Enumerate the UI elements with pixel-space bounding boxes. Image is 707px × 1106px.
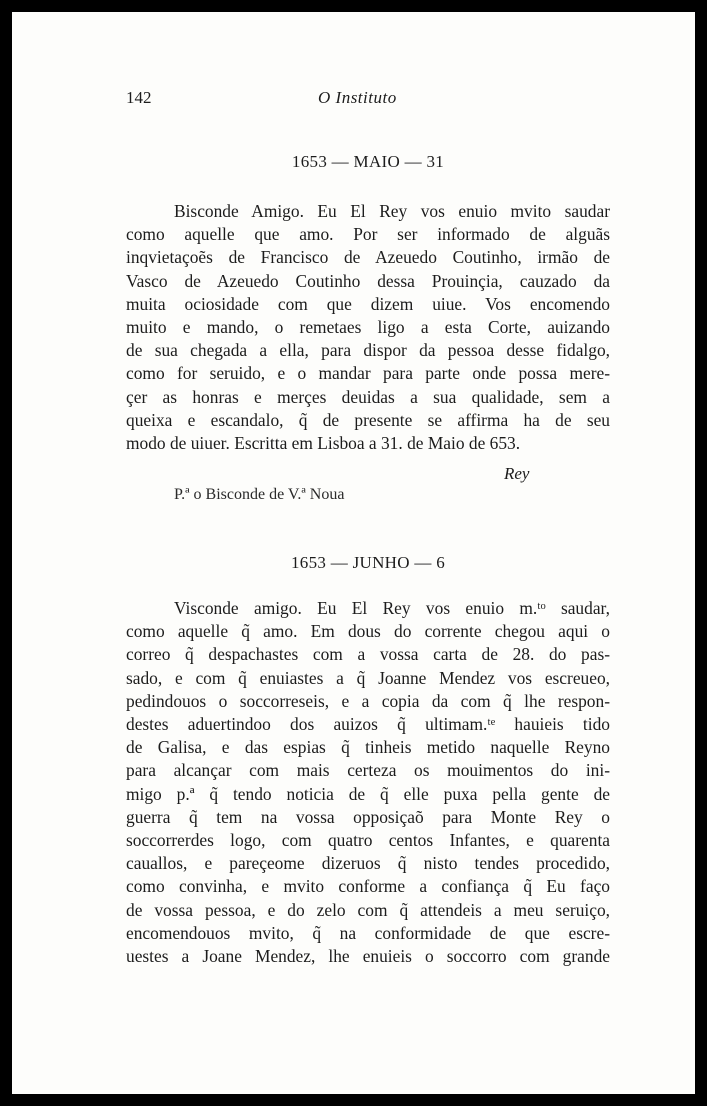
text-line: muito e mando, o remetaes ligo a esta Corte, auizando bbox=[126, 317, 610, 338]
letter-1-addressee: P.ª o Bisconde de V.ª Noua bbox=[174, 486, 345, 503]
text-line: destes aduertindoo dos auizos q̃ ultimam.ᵗᵉ hauieis tido bbox=[126, 714, 610, 735]
text-line: modo de uiuer. Escritta em Lisboa a 31. de Maio de 653. bbox=[126, 433, 521, 454]
text-line: guerra q̃ tem na vossa opposiçaõ para Monte Rey o bbox=[126, 806, 610, 827]
letter-1-signature: Rey bbox=[504, 464, 530, 483]
text-line: cauallos, e pareçeome dizeruos q̃ nisto tendes procedido, bbox=[126, 853, 610, 874]
text-line: sado, e com q̃ enuiastes a q̃ Joanne Mendez vos escreueo, bbox=[126, 667, 610, 688]
text-line: çer as honras e merçes deuidas a sua qualidade, sem a bbox=[126, 386, 610, 407]
letter-2-body bbox=[126, 597, 610, 968]
text-line: para alcançar com mais certeza os mouimentos do ini- bbox=[126, 760, 610, 781]
letter-2-date-heading: 1653 — JUNHO — 6 bbox=[290, 553, 446, 572]
text-line: encomendouos mvito, q̃ na conformidade de que escre- bbox=[126, 922, 610, 943]
text-line: soccorrerdes logo, com quatro centos Infantes, e quarenta bbox=[126, 830, 610, 851]
text-line: inqvietaçoẽs de Francisco de Azeuedo Coutinho, irmão de bbox=[126, 247, 610, 268]
text-line: como aquelle q̃ amo. Em dous do corrente chegou aqui o bbox=[126, 621, 610, 642]
text-line: Visconde amigo. Eu El Rey vos enuio m.ᵗᵒ saudar, bbox=[174, 598, 610, 618]
text-line: como for seruido, e o mandar para parte onde possa mere- bbox=[126, 363, 610, 384]
page-header bbox=[126, 88, 606, 110]
text-line: como aquelle que amo. Por ser informado de alguãs bbox=[126, 224, 610, 245]
text-line: como convinha, e mvito conforme a confiança q̃ Eu faço bbox=[126, 876, 610, 897]
page-number: 142 bbox=[126, 88, 152, 107]
letter-1-date-heading: 1653 — MAIO — 31 bbox=[291, 152, 445, 171]
text-line: de vossa pessoa, e do zelo com q̃ attendeis a meu seruiço, bbox=[126, 899, 610, 920]
running-title: O Instituto bbox=[318, 88, 397, 107]
letter-1-body bbox=[126, 200, 610, 455]
text-line: migo p.ª q̃ tendo noticia de q̃ elle puxa pella gente de bbox=[126, 783, 610, 804]
text-line: queixa e escandalo, q̃ de presente se affirma ha de seu bbox=[126, 409, 610, 430]
text-line: pedindouos o soccorreseis, e a copia da com q̃ lhe respon- bbox=[126, 690, 610, 711]
text-line: de Galisa, e das espias q̃ tinheis metido naquelle Reyno bbox=[126, 737, 610, 758]
text-line: de sua chegada a ella, para dispor da pessoa desse fidalgo, bbox=[126, 340, 610, 361]
text-line: correo q̃ despachastes com a vossa carta de 28. do pas- bbox=[126, 644, 610, 665]
text-line: muita ociosidade com que dizem uiue. Vos encomendo bbox=[126, 293, 610, 314]
text-line: Bisconde Amigo. Eu El Rey vos enuio mvito saudar bbox=[174, 201, 610, 221]
text-line: Vasco de Azeuedo Coutinho dessa Prouinçia, cauzado da bbox=[126, 270, 610, 291]
text-line: uestes a Joane Mendez, lhe enuieis o soccorro com grande bbox=[126, 946, 610, 967]
